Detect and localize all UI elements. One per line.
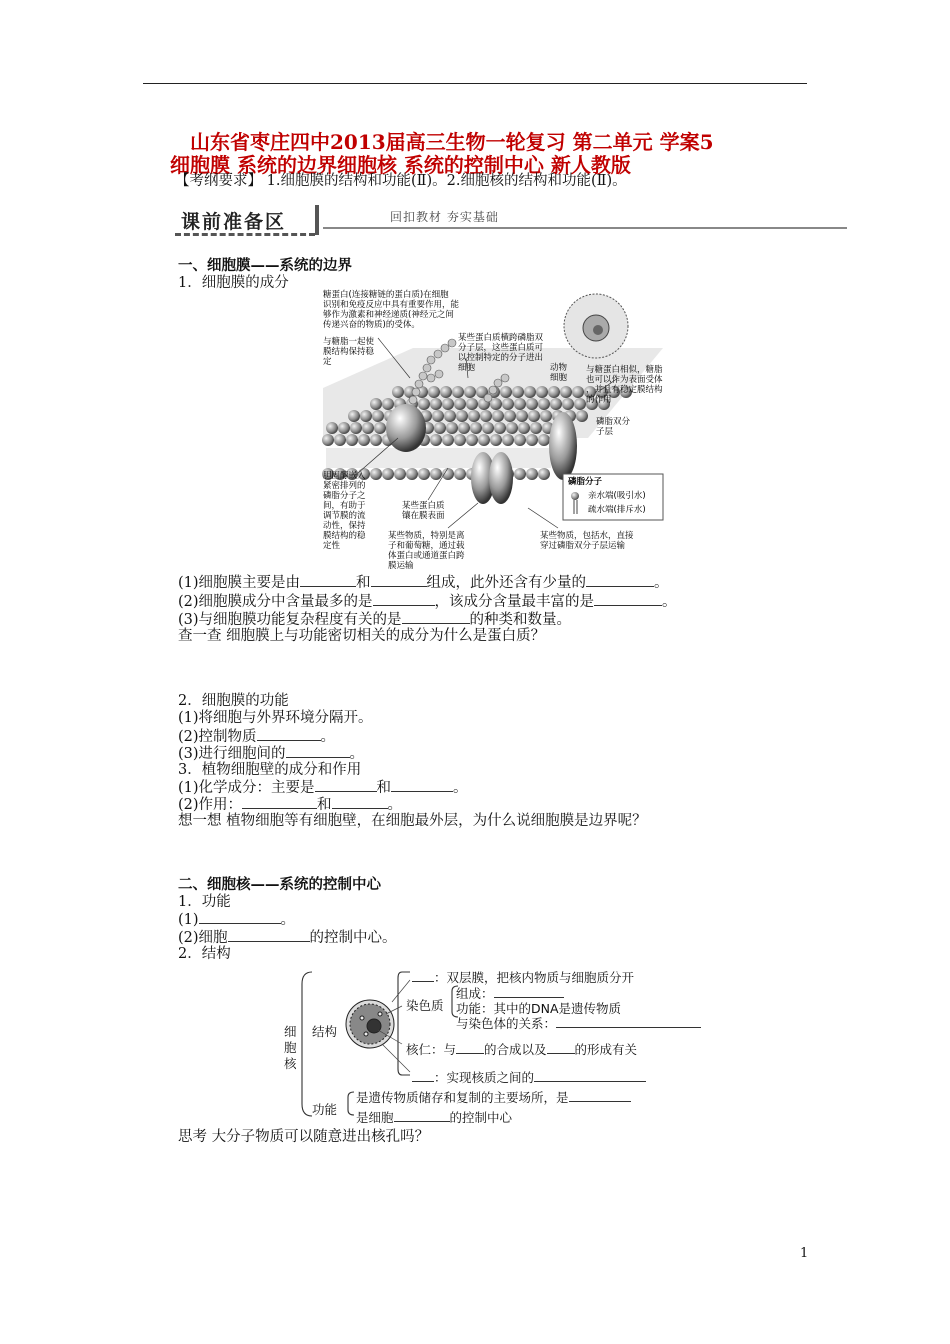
phospholipid-head [466, 398, 478, 410]
animal-cell-icon [564, 294, 628, 358]
answer-blank[interactable] [569, 1088, 631, 1102]
note-glycolipid: 与糖蛋白相似，糖脂也可以作为表面受体，并且有稳定膜结构的作用 [586, 365, 663, 405]
section-banner [175, 203, 847, 237]
answer-blank[interactable] [547, 1040, 575, 1054]
phospholipid-head [528, 410, 540, 422]
phospholipid-head [434, 422, 446, 434]
phospholipid-head [362, 422, 374, 434]
phospholipid-head [560, 386, 572, 398]
phospholipid-head [550, 398, 562, 410]
phospholipid-head [322, 434, 334, 446]
answer-blank[interactable] [286, 744, 350, 758]
nucleus-function-2: (2)细胞 的控制中心。 [178, 930, 397, 946]
note-carrier: 某些物质，特别是离子和葡萄糖，通过载体蛋白或通道蛋白跨膜运输 [388, 531, 465, 571]
nucleus-structure-chart [282, 964, 712, 1124]
phospholipid-head [454, 398, 466, 410]
phospholipid-head [572, 386, 584, 398]
phospholipid-head [406, 468, 418, 480]
phospholipid-head [530, 422, 542, 434]
exam-requirements: 【考纲要求】 1.细胞膜的结构和功能(Ⅱ)。2.细胞核的结构和功能(Ⅱ)。 [175, 173, 627, 189]
row-pore: ：实现核质之间的 [412, 1068, 646, 1086]
row-composition: 组成： [456, 984, 564, 1002]
phospholipid-head [382, 398, 394, 410]
phospholipid-head [370, 468, 382, 480]
answer-blank[interactable] [257, 727, 321, 741]
answer-blank[interactable] [586, 573, 654, 587]
wall-function: (2)作用： 和 。 [178, 797, 403, 813]
phospholipid-head [526, 398, 538, 410]
row-func2: 是细胞 的控制中心 [356, 1110, 513, 1125]
phospholipid-head [540, 410, 552, 422]
answer-blank[interactable] [594, 592, 662, 606]
banner-subtitle: 回扣教材 夯实基础 [390, 210, 499, 224]
phospholipid-head [394, 468, 406, 480]
banner-label: 课前准备区 [181, 211, 287, 233]
phospholipid-head [370, 398, 382, 410]
phospholipid-head [382, 468, 394, 480]
phospholipid-head [524, 386, 536, 398]
phospholipid-head [464, 386, 476, 398]
phospholipid-head [430, 398, 442, 410]
note-cholesterol: 胆固醇嵌入紧密排列的磷脂分子之间，有助于调节膜的流动性，保持膜结构的稳定性 [323, 471, 366, 551]
phospholipid-head [490, 434, 502, 446]
phospholipid-head [452, 386, 464, 398]
phospholipid-head [454, 434, 466, 446]
q2-line: (2)细胞膜成分中含量最多的是 ，该成分含量最丰富的是 。 [178, 594, 677, 610]
row-envelope: ：双层膜，把核内物质与细胞质分开 [412, 968, 634, 986]
phospholipid-head [442, 468, 454, 480]
row-chromatin-function: 功能：其中的DNA是遗传物质 [456, 1001, 622, 1016]
answer-blank[interactable] [412, 1068, 434, 1082]
phospholipid-head [538, 434, 550, 446]
phospholipid-head [350, 422, 362, 434]
section2-think: 思考 大分子物质可以随意进出核孔吗？ [178, 1129, 430, 1145]
answer-blank[interactable] [228, 928, 310, 942]
phospholipid-head [430, 434, 442, 446]
phospholipid-head [500, 386, 512, 398]
section2-item2: 2．结构 [178, 946, 231, 962]
phospholipid-head [456, 410, 468, 422]
phospholipid-head [360, 410, 372, 422]
phospholipid-head [454, 468, 466, 480]
phospholipid-head [346, 434, 358, 446]
note-diffusion: 某些物质，包括水，直接穿过磷脂双分子层运输 [540, 531, 634, 551]
phospholipid-head [514, 434, 526, 446]
phospholipid-head [442, 398, 454, 410]
cell-membrane-figure [318, 288, 668, 574]
section1-item1: 1．细胞膜的成分 [178, 275, 289, 291]
answer-blank[interactable] [373, 592, 435, 606]
row-relation: 与染色体的关系： [456, 1014, 701, 1032]
channel-protein-right [489, 452, 513, 504]
page-title-line2: 细胞膜 系统的边界细胞核 系统的控制中心 新人教版 [170, 153, 631, 177]
section2-item1: 1．功能 [178, 894, 231, 910]
phospholipid-head [440, 386, 452, 398]
phospholipid-head [392, 386, 404, 398]
label-function: 功能 [312, 1102, 338, 1117]
answer-blank[interactable] [332, 795, 388, 809]
note-glycoprotein: 糖蛋白(连接糖链的蛋白质)在细胞识别和免疫反应中具有重要作用，能够作为激素和神经递质(神经元之间传递兴奋的物质)的受体。 [323, 290, 460, 330]
section1-item2: 2．细胞膜的功能 [178, 693, 289, 709]
function-3: (3)进行细胞间的 。 [178, 746, 365, 762]
answer-blank[interactable] [391, 778, 453, 792]
answer-blank[interactable] [402, 610, 470, 624]
phospholipid-head [516, 410, 528, 422]
phospholipid-head [538, 468, 550, 480]
phospholipid-head [418, 398, 430, 410]
function-2: (2)控制物质 。 [178, 729, 336, 745]
phospholipid-head [468, 410, 480, 422]
hydrophobic-label: 疏水端(排斥水) [588, 505, 646, 515]
answer-blank[interactable] [412, 968, 434, 982]
phospholipid-head [494, 422, 506, 434]
phospholipid-head [548, 386, 560, 398]
phospholipid-head [482, 422, 494, 434]
function-1: (1)将细胞与外界环境分隔开。 [178, 710, 373, 726]
phospholipid-head [526, 468, 538, 480]
phospholipid-head [514, 398, 526, 410]
label-animal-cell: 动物细胞 [550, 363, 568, 383]
phospholipid-legend-title: 磷脂分子 [568, 477, 603, 487]
answer-blank[interactable] [199, 910, 281, 924]
header-rule [143, 83, 807, 84]
phospholipid-head [506, 422, 518, 434]
phospholipid-head [446, 422, 458, 434]
phospholipid-head [538, 398, 550, 410]
phospholipid-head [536, 386, 548, 398]
phospholipid-head [338, 422, 350, 434]
phospholipid-head [428, 386, 440, 398]
answer-blank[interactable] [315, 778, 377, 792]
section1-item3: 3．植物细胞壁的成分和作用 [178, 762, 362, 778]
think-question: 想一想 植物细胞等有细胞壁，在细胞最外层，为什么说细胞膜是边界呢？ [178, 813, 647, 829]
phospholipid-head [470, 422, 482, 434]
answer-blank[interactable] [556, 1014, 701, 1028]
phospholipid-head [518, 422, 530, 434]
phospholipid-head [348, 410, 360, 422]
nucleus-function-1: (1) 。 [178, 912, 296, 928]
phospholipid-head [458, 422, 470, 434]
phospholipid-head [492, 410, 504, 422]
q3-line: (3)与细胞膜功能复杂程度有关的是 的种类和数量。 [178, 612, 572, 628]
answer-blank[interactable] [534, 1068, 646, 1082]
phospholipid-head [502, 398, 514, 410]
q1-line: (1)细胞膜主要是由 和 组成，此外还含有少量的 。 [178, 575, 669, 591]
page-title-line1: 山东省枣庄四中2013届高三生物一轮复习 第二单元 学案5 [190, 130, 714, 154]
row-func1: 是遗传物质储存和复制的主要场所，是 [356, 1088, 631, 1106]
section2-heading: 二、细胞核——系统的控制中心 [178, 877, 381, 893]
phospholipid-head [562, 398, 574, 410]
phospholipid-head [430, 468, 442, 480]
row-nucleolus: 核仁：与 的合成以及 的形成有关 [406, 1042, 638, 1057]
phospholipid-head [444, 410, 456, 422]
answer-blank[interactable] [494, 984, 564, 998]
label-structure: 结构 [312, 1024, 338, 1039]
note-protein-span: 某些蛋白质横跨磷脂双分子层，这些蛋白质可以控制特定的分子进出细胞 [458, 333, 544, 373]
answer-blank[interactable] [394, 1108, 450, 1122]
answer-blank[interactable] [371, 573, 427, 587]
label-bilayer: 磷脂双分子层 [596, 417, 631, 437]
phospholipid-head [374, 422, 386, 434]
check-question: 查一查 细胞膜上与功能密切相关的成分为什么是蛋白质？ [178, 628, 546, 644]
phospholipid-head [480, 410, 492, 422]
phospholipid-head [326, 422, 338, 434]
label-chromatin: 染色质 [406, 998, 444, 1013]
phospholipid-head [526, 434, 538, 446]
phospholipid-head [576, 410, 588, 422]
answer-blank[interactable] [456, 1040, 484, 1054]
phospholipid-head [334, 434, 346, 446]
integral-protein [386, 404, 426, 452]
phospholipid-head [418, 468, 430, 480]
section1-heading: 一、细胞膜——系统的边界 [178, 258, 352, 274]
phospholipid-head [442, 434, 454, 446]
note-glycolipid-stability: 与糖脂一起使膜结构保持稳定 [323, 337, 375, 367]
phospholipid-head [478, 434, 490, 446]
phospholipid-head [574, 398, 586, 410]
phospholipid-head [358, 434, 370, 446]
page-number: 1 [800, 1246, 809, 1261]
phospholipid-head [372, 410, 384, 422]
phospholipid-head [512, 386, 524, 398]
phospholipid-head [502, 434, 514, 446]
phospholipid-head [466, 434, 478, 446]
label-nucleus: 细胞核 [284, 1024, 297, 1071]
phospholipid-head [514, 468, 526, 480]
phospholipid-head [504, 410, 516, 422]
wall-composition: (1)化学成分：主要是 和 。 [178, 780, 468, 796]
note-surface-protein: 某些蛋白质镶在膜表面 [402, 501, 445, 521]
transmembrane-protein [549, 412, 577, 480]
phospholipid-head [432, 410, 444, 422]
answer-blank[interactable] [242, 795, 317, 809]
phospholipid-head [370, 434, 382, 446]
answer-blank[interactable] [300, 573, 356, 587]
hydrophilic-label: 亲水端(吸引水) [588, 491, 646, 501]
